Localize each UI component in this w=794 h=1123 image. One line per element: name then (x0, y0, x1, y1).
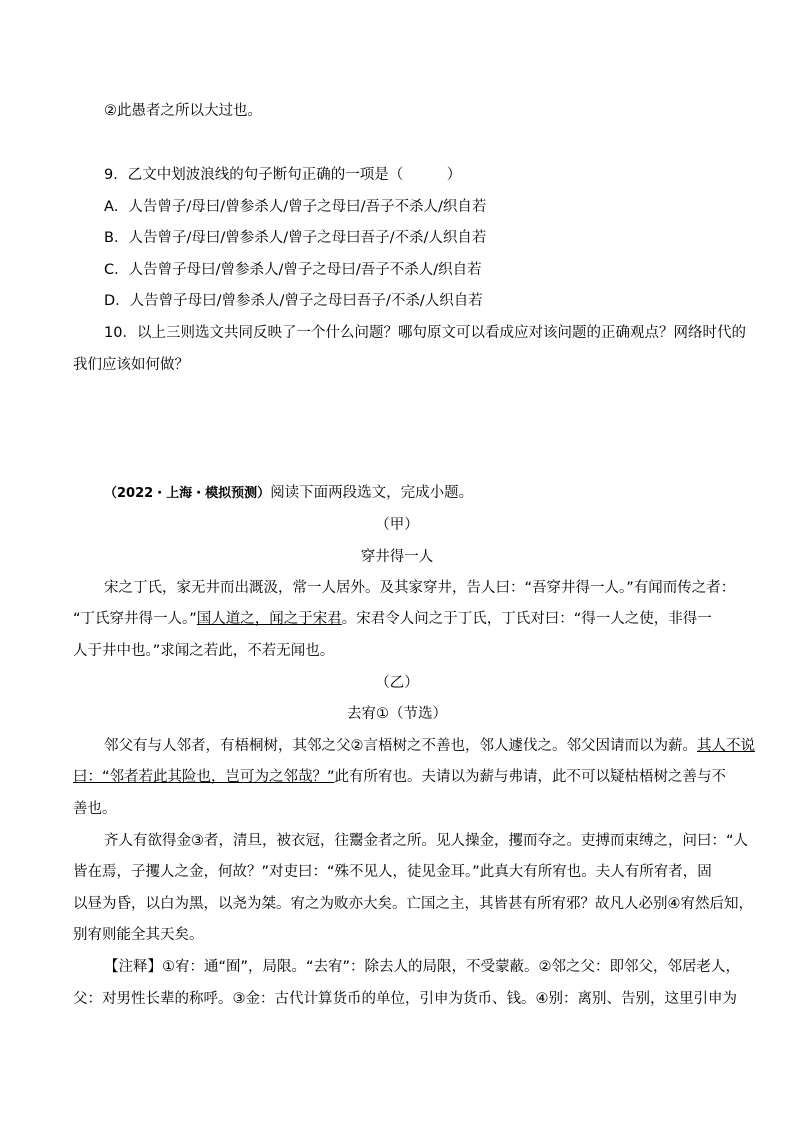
jia-line-2a: “丁氏穿井得一人。” (73, 611, 197, 627)
yi-label: （乙） (375, 675, 419, 691)
q8-item-2: ②此愚者之所以大过也。 (104, 103, 262, 119)
yi-p2-line-1: 齐人有欲得金③者，清旦，被衣冠，往鬻金者之所。见人操金，攫而夺之。吏搏而束缚之，问曰：“人 (104, 833, 749, 849)
yi-p2-line-3: 以昼为昏，以白为黑，以尧为桀。宥之为败亦大矣。亡国之主，其皆甚有所宥邪？故凡人必别④宥然后知， (73, 896, 753, 912)
yi-p1-line-1a: 邻父有与人邻者，有梧桐树，其邻之父②言梧树之不善也，邻人遽伐之。邻父因请而以为薪。 (104, 738, 697, 754)
yi-p2-line-4: 别宥则能全其天矣。 (73, 927, 204, 943)
jia-underlined-sentence: 国人道之，闻之于宋君 (196, 611, 342, 627)
yi-underlined-end: 曰：“邻者若此其险也，岂可为之邻哉？” (73, 769, 335, 785)
q10-line-2: 我们应该如何做？ (73, 357, 189, 373)
yi-p1-line-2 (73, 767, 726, 787)
yi-p1-line-1 (104, 736, 755, 756)
q9-option-b: B．人告曾子/母曰/曾参杀人/曾子之母曰吾子/不杀/人织自若 (104, 230, 487, 246)
notes-line-2: 父：对男性长辈的称呼。③金：古代计算货币的单位，引申为货币、钱。④别：离别、告别，这里引申为 (73, 991, 737, 1007)
section-instruction: 阅读下面两段选文，完成小题。 (270, 485, 474, 501)
jia-label: （甲） (375, 517, 419, 533)
yi-p1-line-3: 善也。 (73, 801, 117, 817)
q9-option-a: A．人告曾子/母曰/曾参杀人/曾子之母曰/吾子不杀人/织自若 (104, 199, 487, 215)
section-header (104, 483, 473, 504)
q10-line-1: 10．以上三则选文共同反映了一个什么问题？哪句原文可以看成应对该问题的正确观点？网络时代的 (104, 325, 746, 341)
jia-line-1: 宋之丁氏，家无井而出溉汲，常一人居外。及其家穿井，告人曰：“吾穿井得一人。”有闻而传之者： (104, 580, 736, 596)
yi-p1-line-2b: 此有所宥也。夫请以为薪与弗请，此不可以疑枯梧树之善与不 (334, 769, 727, 785)
jia-line-2b: 。宋君令人问之于丁氏，丁氏对曰：“得一人之使，非得一 (341, 611, 712, 627)
jia-line-3: 人于井中也。”求闻之若此，不若无闻也。 (73, 643, 335, 659)
q9-stem: 9．乙文中划波浪线的句子断句正确的一项是（ ） (104, 167, 462, 183)
q9-option-c: C．人告曾子母曰/曾参杀人/曾子之母曰/吾子不杀人/织自若 (104, 262, 482, 278)
yi-title: 去宥①（节选） (347, 706, 447, 722)
q9-option-d: D．人告曾子母曰/曾参杀人/曾子之母曰吾子/不杀/人织自若 (104, 293, 483, 309)
yi-underlined-start: 其人不说 (697, 738, 755, 754)
notes-line-1: 【注释】①宥：通“囿”，局限。“去宥”：除去人的局限，不受蒙蔽。②邻之父：即邻父，邻居老人， (104, 959, 741, 975)
yi-p2-line-2: 皆在焉，子攫人之金，何故？”对吏曰：“殊不见人，徒见金耳。”此真大有所宥也。夫人有所宥者，固 (73, 864, 712, 880)
jia-line-2 (73, 609, 712, 629)
jia-title: 穿井得一人 (360, 549, 434, 565)
section-source: （2022・上海・模拟预测） (104, 486, 271, 501)
